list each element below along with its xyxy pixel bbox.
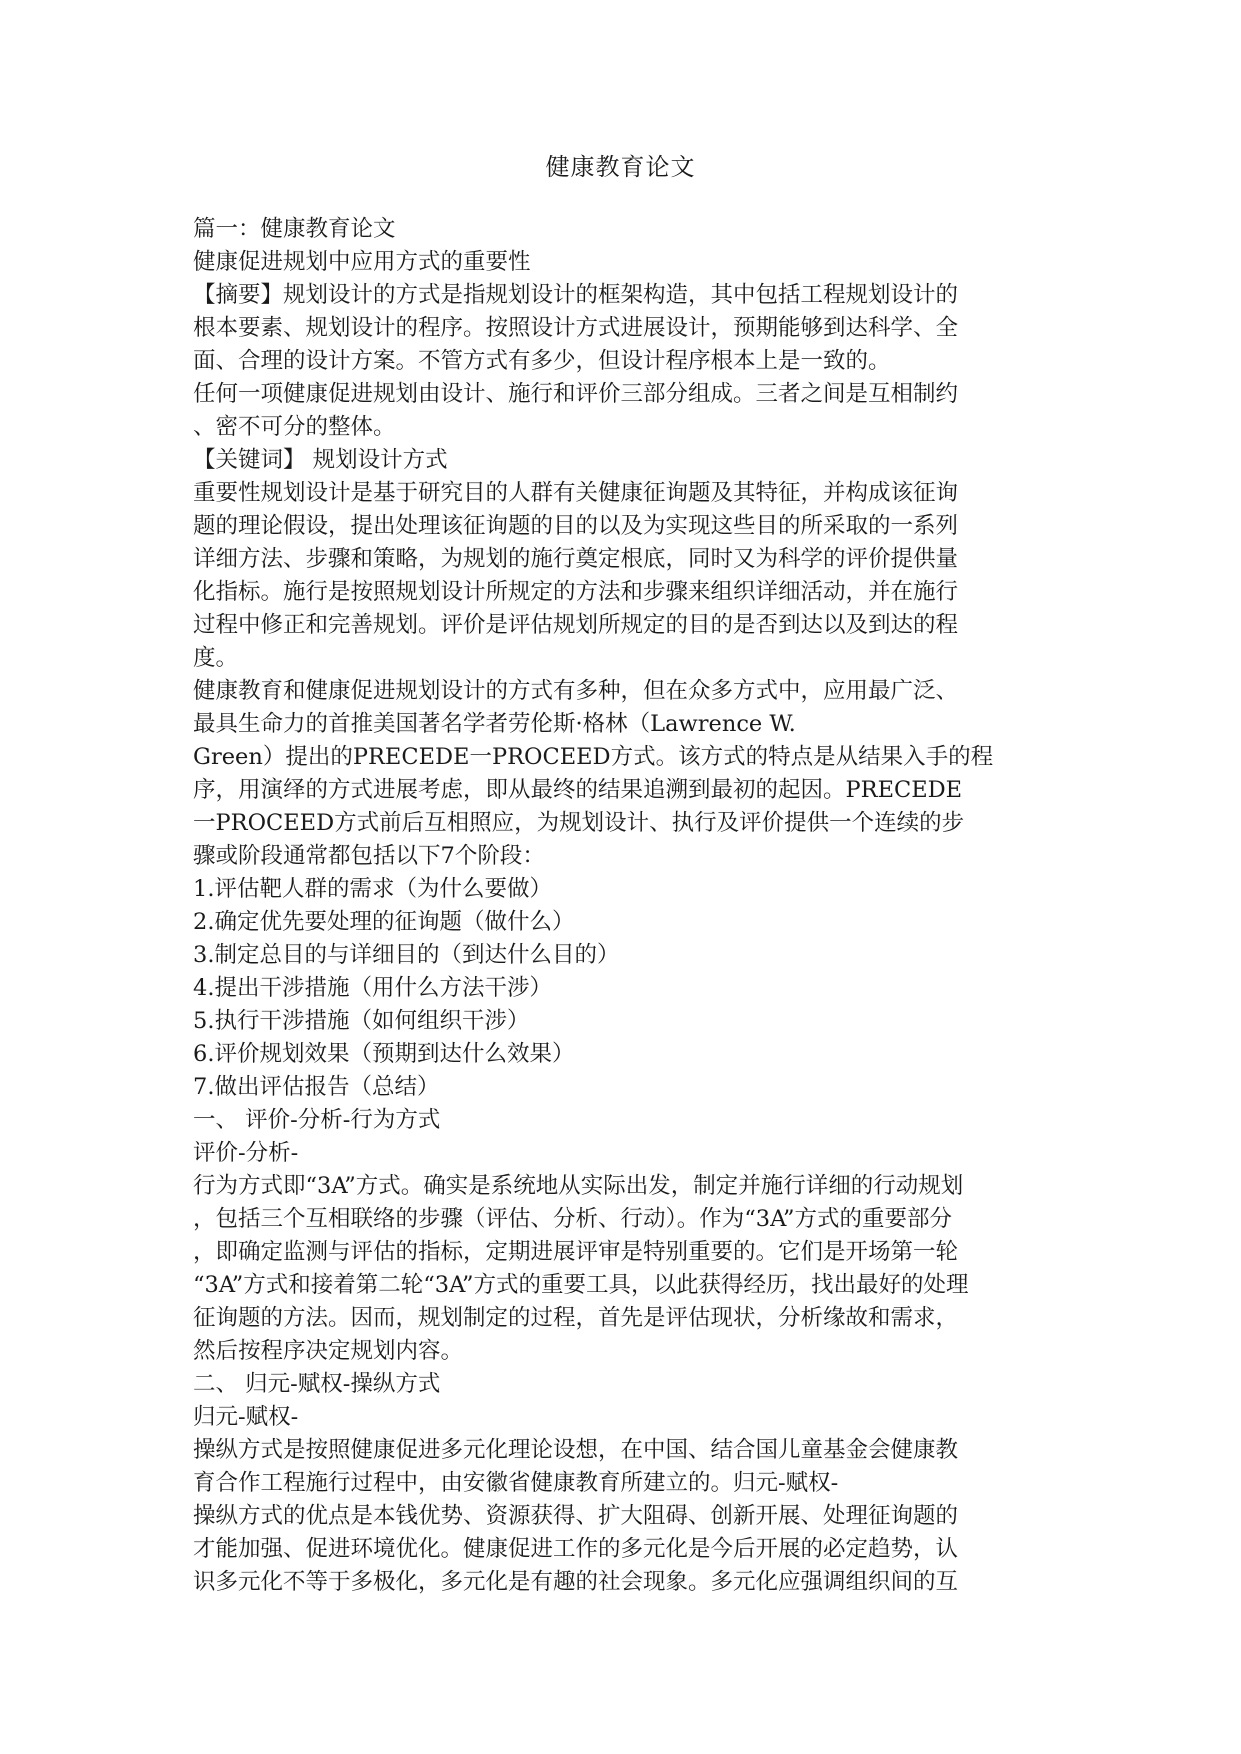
text-line: 详细方法、步骤和策略，为规划的施行奠定根底，同时又为科学的评价提供量 [193,546,959,572]
text-line: 行为方式即“3A”方式。确实是系统地从实际出发，制定并施行详细的行动规划 [193,1173,964,1199]
text-line: 、密不可分的整体。 [193,414,396,440]
text-line: 操纵方式的优点是本钱优势、资源获得、扩大阻碍、创新开展、处理征询题的 [193,1503,959,1529]
text-line: “3A”方式和接着第二轮“3A”方式的重要工具，以此获得经历，找出最好的处理 [193,1272,969,1298]
text-line: 7.做出评估报告（总结） [193,1074,440,1100]
text-line: 序，用演绎的方式进展考虑，即从最终的结果追溯到最初的起因。PRECEDE [193,777,963,803]
text-line: 归元-赋权- [193,1404,299,1430]
text-line: 一、 评价-分析-行为方式 [193,1107,441,1133]
text-line: 识多元化不等于多极化，多元化是有趣的社会现象。多元化应强调组织间的互 [193,1569,959,1595]
text-line: 评价-分析- [193,1140,299,1166]
text-line: 才能加强、促进环境优化。健康促进工作的多元化是今后开展的必定趋势，认 [193,1536,959,1562]
text-line: 健康教育和健康促进规划设计的方式有多种，但在众多方式中，应用最广泛、 [193,678,959,704]
text-line: 【摘要】规划设计的方式是指规划设计的框架构造，其中包括工程规划设计的 [193,282,959,308]
text-line: 征询题的方法。因而，规划制定的过程，首先是评估现状，分析缘故和需求， [193,1305,959,1331]
text-line: 育合作工程施行过程中，由安徽省健康教育所建立的。归元-赋权- [193,1470,839,1496]
text-line: 1.评估靶人群的需求（为什么要做） [193,876,552,902]
text-line: 操纵方式是按照健康促进多元化理论设想，在中国、结合国儿童基金会健康教 [193,1437,959,1463]
text-line: 2.确定优先要处理的征询题（做什么） [193,909,575,935]
document-title: 健康教育论文 [545,153,696,181]
text-line: 根本要素、规划设计的程序。按照设计方式进展设计，预期能够到达科学、全 [193,315,959,341]
text-line: Green）提出的PRECEDE一PROCEED方式。该方式的特点是从结果入手的程 [193,744,994,770]
text-line: 化指标。施行是按照规划设计所规定的方法和步骤来组织详细活动，并在施行 [193,579,959,605]
text-line: 4.提出干涉措施（用什么方法干涉） [193,975,552,1001]
text-line: 题的理论假设，提出处理该征询题的目的以及为实现这些目的所采取的一系列 [193,513,959,539]
text-line: 6.评价规划效果（预期到达什么效果） [193,1041,575,1067]
text-line: 【关键词】 规划设计方式 [193,447,448,473]
text-line: ，包括三个互相联络的步骤（评估、分析、行动）。作为“3A”方式的重要部分 [193,1206,953,1232]
text-line: ，即确定监测与评估的指标，定期进展评审是特别重要的。它们是开场第一轮 [193,1239,959,1265]
text-line: 骤或阶段通常都包括以下7个阶段： [193,843,545,869]
text-line: 3.制定总目的与详细目的（到达什么目的） [193,942,620,968]
text-line: 健康促进规划中应用方式的重要性 [193,249,531,275]
text-line: 二、 归元-赋权-操纵方式 [193,1371,441,1397]
document-body [193,213,1051,1599]
text-line: 重要性规划设计是基于研究目的人群有关健康征询题及其特征，并构成该征询 [193,480,959,506]
text-line: 然后按程序决定规划内容。 [193,1338,464,1364]
text-line: 最具生命力的首推美国著名学者劳伦斯·格林（Lawrence W. [193,711,796,737]
text-line: 过程中修正和完善规划。评价是评估规划所规定的目的是否到达以及到达的程 [193,612,959,638]
text-line: 度。 [193,645,239,671]
text-line: 篇一：健康教育论文 [193,216,396,242]
text-line: 5.执行干涉措施（如何组织干涉） [193,1008,530,1034]
text-line: 任何一项健康促进规划由设计、施行和评价三部分组成。三者之间是互相制约 [193,381,959,407]
text-line: 面、合理的设计方案。不管方式有多少，但设计程序根本上是一致的。 [193,348,891,374]
text-line: 一PROCEED方式前后互相照应，为规划设计、执行及评价提供一个连续的步 [193,810,965,836]
